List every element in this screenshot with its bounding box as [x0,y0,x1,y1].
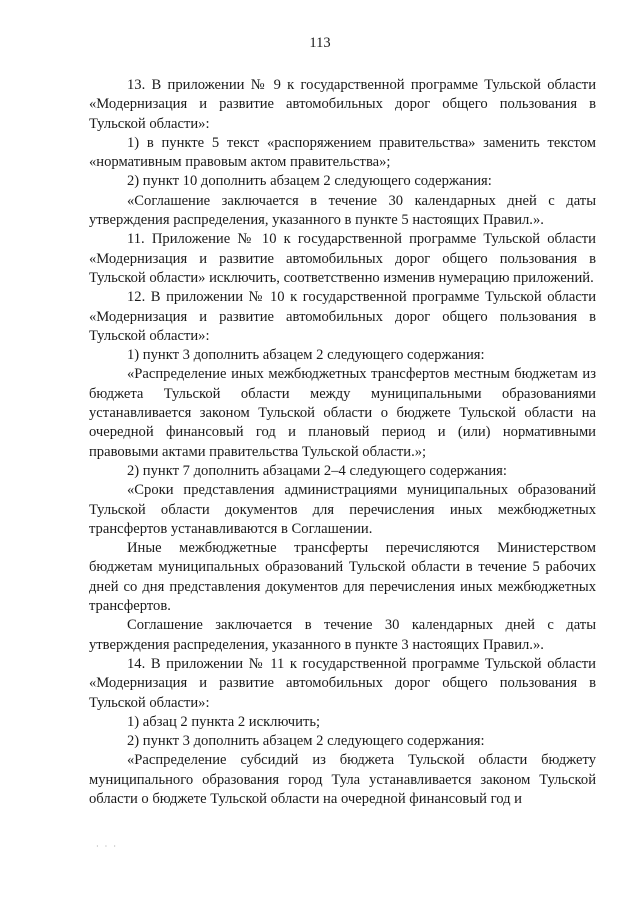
paragraph: «Распределение субсидий из бюджета Тульской области бюджету муниципального образования город Тула устанавливается законом Тульской области о бюджете Тульской области на очередной финансовый год и [89,752,596,807]
paragraph: «Соглашение заключается в течение 30 календарных дней с даты утверждения распределения, указанного в пункте 5 настоящих Правил.». [89,192,596,229]
paragraph: 14. В приложении № 11 к государственной программе Тульской области «Модернизация и развитие автомобильных дорог общего пользования в Тульской области»: [89,655,596,711]
paragraph: Иные межбюджетные трансферты перечисляются Министерством бюджетам муниципальных образований Тульской области в течение 5 рабочих дней со дня представления документов для перечисления иных межбюджетных трансфертов. [89,540,596,615]
page-number: 113 [309,35,331,51]
scan-artifact-mark: · · · [96,842,118,851]
paragraph: 11. Приложение № 10 к государственной программе Тульской области «Модернизация и развитие автомобильных дорог общего пользования в Тульской области» исключить, соответственно изменив нумерацию приложений. [89,231,596,286]
document-body [89,76,596,809]
paragraph: Соглашение заключается в течение 30 календарных дней с даты утверждения распределения, указанного в пункте 3 настоящих Правил.». [89,617,596,653]
paragraph: «Распределение иных межбюджетных трансфертов местным бюджетам из бюджета Тульской области между муниципальными образованиями устанавливается законом Тульской области о бюджете Тульской области на очередной финансовый год и плановый период и (или) нормативными правовыми актами правительства Тульской области.»; [89,366,596,460]
paragraph: 2) пункт 7 дополнить абзацами 2–4 следующего содержания: [127,462,507,479]
paragraph: 1) пункт 3 дополнить абзацем 2 следующего содержания: [127,347,485,364]
paragraph: 12. В приложении № 10 к государственной программе Тульской области «Модернизация и развитие автомобильных дорог общего пользования в Тульской области»: [89,289,596,344]
paragraph: 1) в пункте 5 текст «распоряжением правительства» заменить текстом «нормативным правовым актом правительства»; [89,134,596,171]
paragraph: 2) пункт 10 дополнить абзацем 2 следующего содержания: [127,173,492,190]
paragraph: «Сроки представления администрациями муниципальных образований Тульской области документов для перечисления иных межбюджетных трансфертов устанавливаются в Соглашении. [89,482,596,537]
paragraph: 2) пункт 3 дополнить абзацем 2 следующего содержания: [127,733,485,750]
paragraph: 13. В приложении № 9 к государственной программе Тульской области «Модернизация и развитие автомобильных дорог общего пользования в Тульской области»: [89,77,596,132]
paragraph: 1) абзац 2 пункта 2 исключить; [127,713,321,730]
